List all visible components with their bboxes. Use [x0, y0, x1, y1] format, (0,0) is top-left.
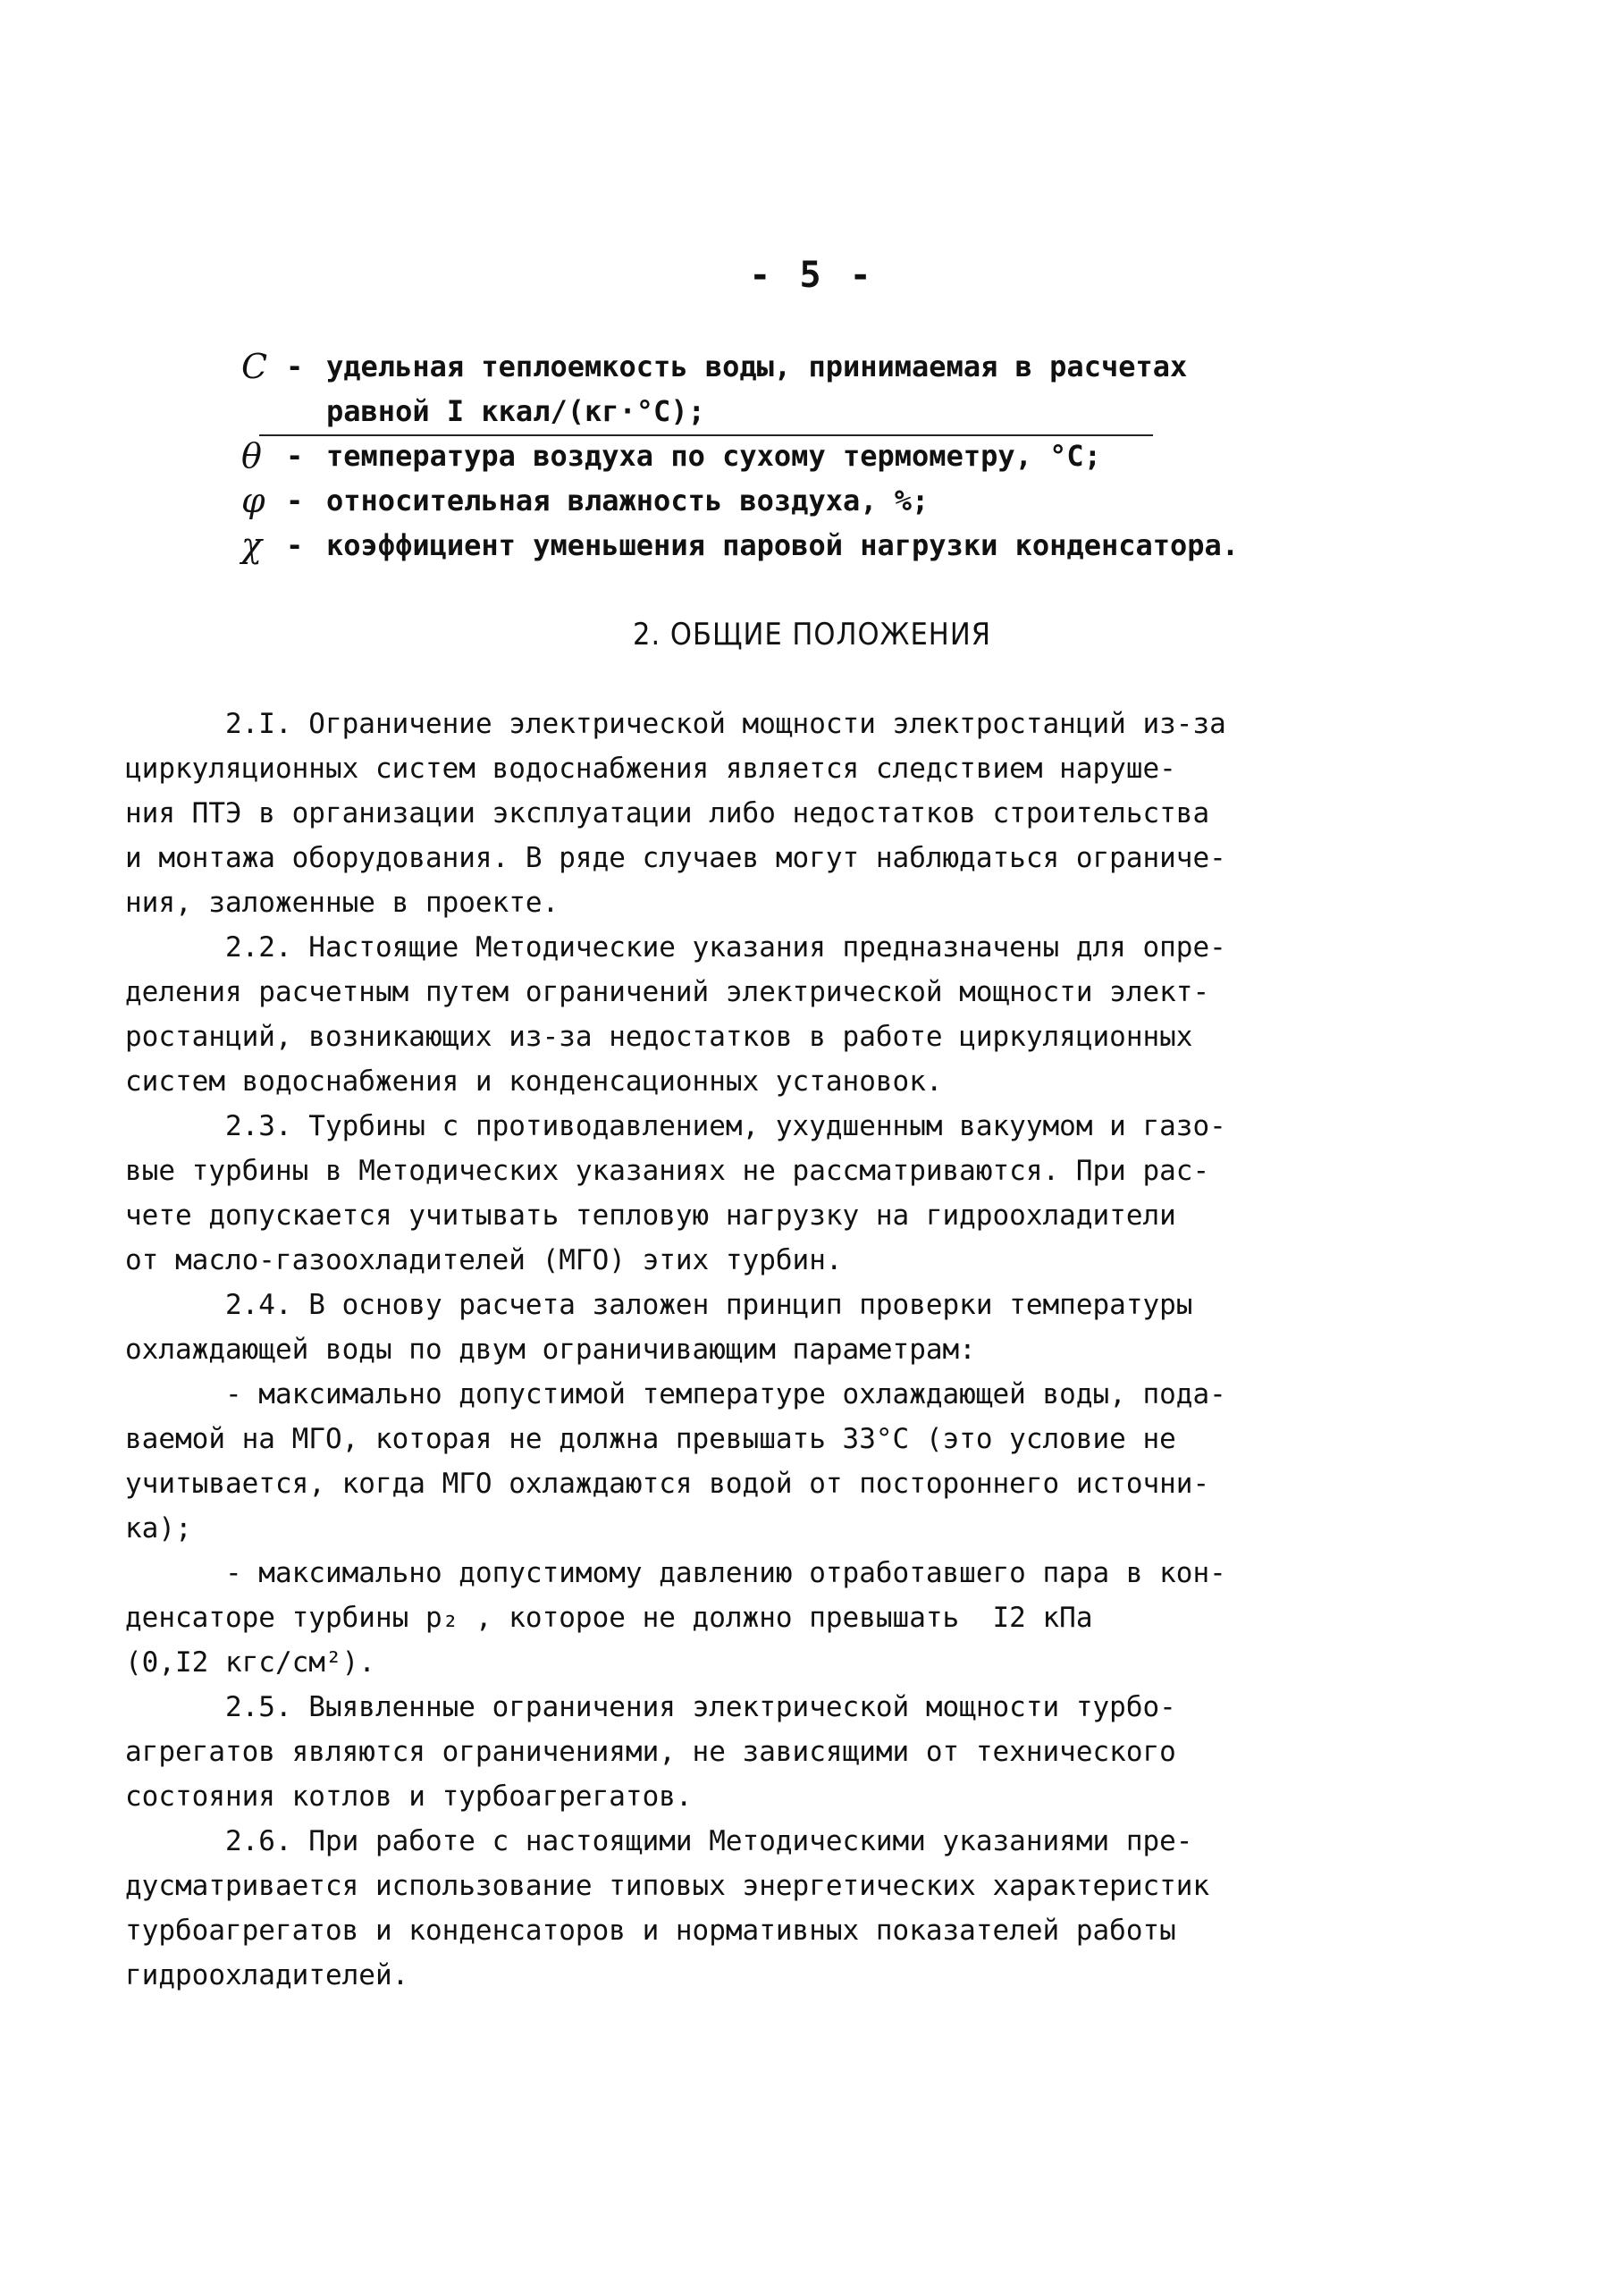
paragraph-2-2	[125, 925, 1287, 1104]
paragraph-line: и монтажа оборудования. В ряде случаев могут наблюдаться ограниче-	[125, 842, 1226, 874]
paragraph-line: ния, заложенные в проекте.	[125, 887, 560, 919]
paragraph-line: - максимально допустимой температуре охлаждающей воды, пода-	[125, 1378, 1226, 1410]
definition-row	[241, 478, 1403, 523]
definition-line: равной I ккал/(кг·°C);	[326, 394, 705, 428]
paragraph-line: циркуляционных систем водоснабжения является следствием наруше-	[125, 753, 1176, 785]
paragraph-line: чете допускается учитывать тепловую нагрузку на гидроохладители	[125, 1200, 1176, 1232]
definition-symbol: φ	[241, 481, 265, 520]
paragraph-line: 2.I. Ограничение электрической мощности электростанций из-за	[125, 708, 1226, 740]
paragraph-line: учитывается, когда МГО охлаждаются водой от постороннего источни-	[125, 1468, 1210, 1500]
paragraph-2-1	[125, 702, 1287, 925]
definition-text: коэффициент уменьшения паровой нагрузки конденсатора.	[326, 528, 1240, 562]
definition-row	[241, 434, 1403, 478]
definition-dash: -	[286, 349, 304, 383]
paragraph-2-4	[125, 1283, 1287, 1551]
definition-dash: -	[286, 528, 304, 562]
definition-dash: -	[286, 439, 304, 473]
definition-text: относительная влажность воздуха, %;	[326, 484, 930, 518]
paragraph-line: (0,I2 кгс/см²).	[125, 1646, 375, 1679]
divider-line	[259, 434, 1153, 436]
paragraph-line: ростанций, возникающих из-за недостатков в работе циркуляционных	[125, 1021, 1193, 1053]
paragraph-2-5	[125, 1685, 1287, 1819]
paragraph-line: ния ПТЭ в организации эксплуатации либо недостатков строительства	[125, 797, 1210, 829]
definition-symbol: C	[241, 347, 268, 386]
definition-line: удельная теплоемкость воды, принимаемая в расчетах	[326, 349, 1188, 383]
definition-dash: -	[286, 484, 304, 518]
paragraph-line: систем водоснабжения и конденсационных установок.	[125, 1065, 943, 1098]
paragraph-line: дусматривается использование типовых энергетических характеристик	[125, 1870, 1210, 1902]
definition-row	[241, 523, 1403, 568]
definition-text	[326, 344, 1403, 434]
paragraph-line: денсаторе турбины p₂ , которое не должно превышать I2 кПа	[125, 1602, 1093, 1634]
paragraph-line: турбоагрегатов и конденсаторов и нормативных показателей работы	[125, 1915, 1176, 1947]
paragraph-line: состояния котлов и турбоагрегатов.	[125, 1781, 693, 1813]
section-title: 2. ОБЩИЕ ПОЛОЖЕНИЯ	[633, 617, 991, 652]
paragraph-line: агрегатов являются ограничениями, не зависящими от технического	[125, 1736, 1176, 1768]
body-text	[125, 702, 1287, 1998]
paragraph-line: ка);	[125, 1512, 192, 1545]
paragraph-line: - максимально допустимому давлению отработавшего пара в кон-	[125, 1557, 1226, 1589]
symbol-definitions	[241, 344, 1403, 568]
definition-text: температура воздуха по сухому термометру, °C;	[326, 439, 1101, 473]
paragraph-line: от масло-газоохладителей (МГО) этих турбин.	[125, 1244, 843, 1276]
definition-symbol: χ	[241, 526, 263, 565]
paragraph-line: вые турбины в Методических указаниях не рассматриваются. При рас-	[125, 1155, 1210, 1187]
paragraph-2-6	[125, 1819, 1287, 1998]
paragraph-line: 2.6. При работе с настоящими Методическими указаниями пре-	[125, 1825, 1193, 1857]
paragraph-2-3	[125, 1104, 1287, 1283]
paragraph-line: 2.2. Настоящие Методические указания предназначены для опре-	[125, 931, 1226, 964]
paragraph-line: 2.4. В основу расчета заложен принцип проверки температуры	[125, 1289, 1193, 1321]
definition-symbol: θ	[241, 436, 262, 476]
paragraph-2-4-pressure	[125, 1551, 1287, 1685]
paragraph-line: 2.3. Турбины с противодавлением, ухудшенным вакуумом и газо-	[125, 1110, 1226, 1142]
definition-row	[241, 344, 1403, 434]
paragraph-line: 2.5. Выявленные ограничения электрической мощности турбо-	[125, 1691, 1176, 1723]
page-number: - 5 -	[749, 255, 875, 296]
paragraph-line: охлаждающей воды по двум ограничивающим параметрам:	[125, 1334, 976, 1366]
paragraph-line: деления расчетным путем ограничений электрической мощности элект-	[125, 976, 1210, 1008]
paragraph-line: гидроохладителей.	[125, 1959, 409, 1991]
paragraph-line: ваемой на МГО, которая не должна превышать 33°C (это условие не	[125, 1423, 1176, 1455]
